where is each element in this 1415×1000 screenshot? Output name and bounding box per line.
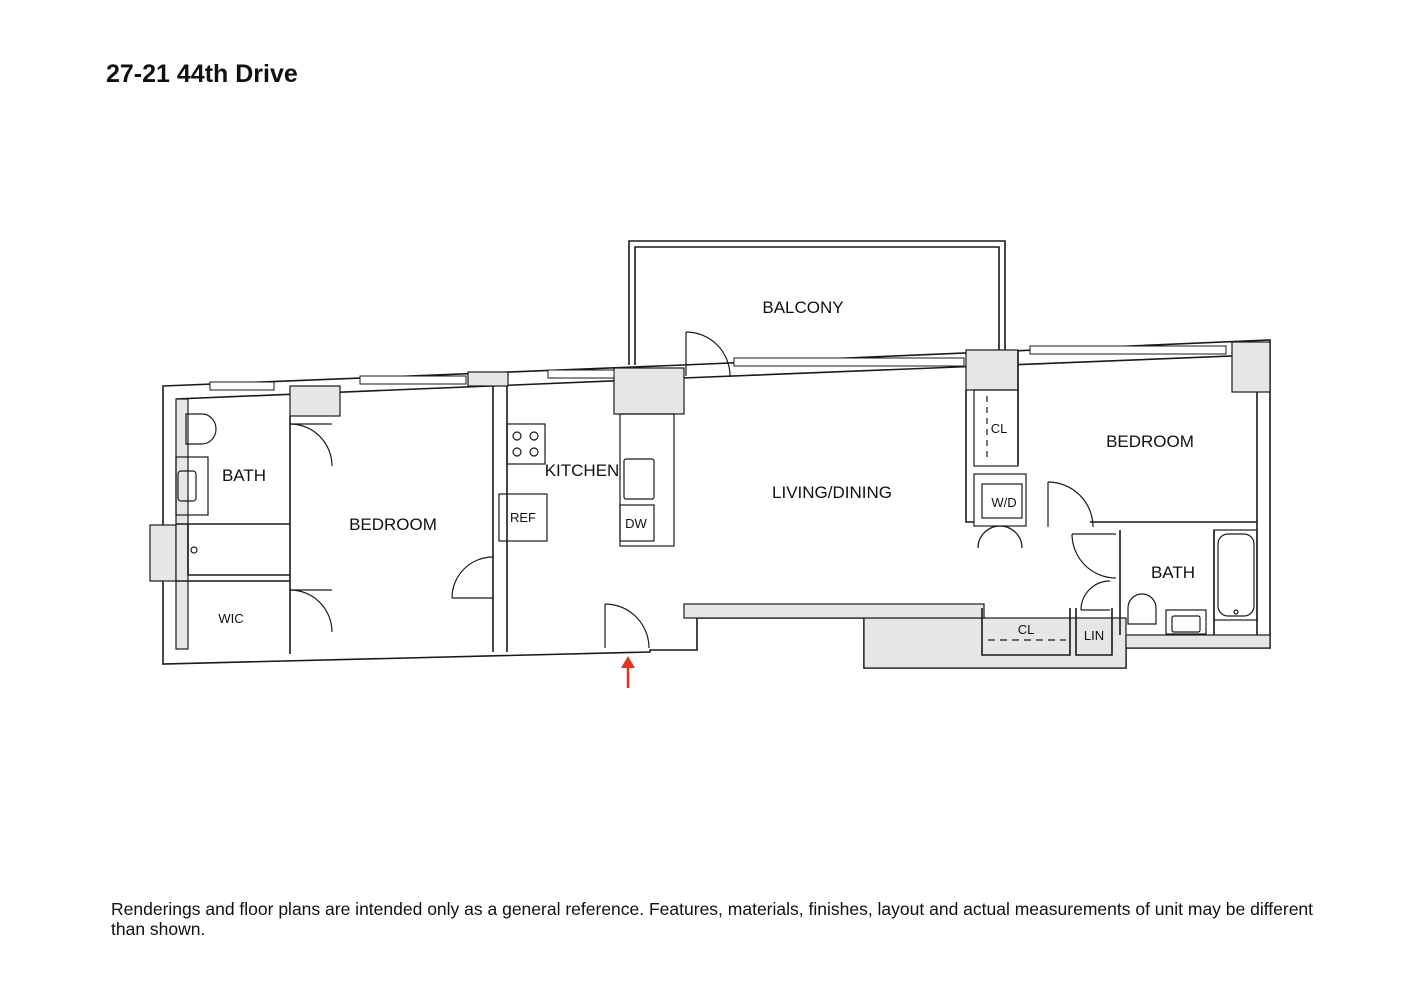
wall-masses xyxy=(150,342,1270,668)
label-lin: LIN xyxy=(1083,628,1105,643)
label-closet-upper: CL xyxy=(990,421,1008,436)
label-living-dining: LIVING/DINING xyxy=(772,483,892,502)
label-wd: W/D xyxy=(991,495,1017,510)
fixtures xyxy=(176,390,1257,640)
label-bath-right: BATH xyxy=(1150,563,1196,582)
label-ref: REF xyxy=(510,510,536,525)
entry-arrow xyxy=(621,656,635,688)
label-closet-lower: CL xyxy=(1017,622,1035,637)
label-bath-left: BATH xyxy=(221,466,267,485)
label-balcony: BALCONY xyxy=(762,298,844,317)
disclaimer-text: Renderings and floor plans are intended only as a general reference. Features, materials, finishes, layout and actual measurements of unit may be different than shown. xyxy=(111,899,1314,939)
windows xyxy=(210,346,1226,390)
label-dw: DW xyxy=(625,516,647,531)
label-bedroom-left: BEDROOM xyxy=(349,515,437,534)
plan-title: 27-21 44th Drive xyxy=(106,60,298,88)
label-kitchen: KITCHEN xyxy=(544,461,620,480)
label-bedroom-right: BEDROOM xyxy=(1106,432,1194,451)
label-wic: WIC xyxy=(218,611,244,626)
